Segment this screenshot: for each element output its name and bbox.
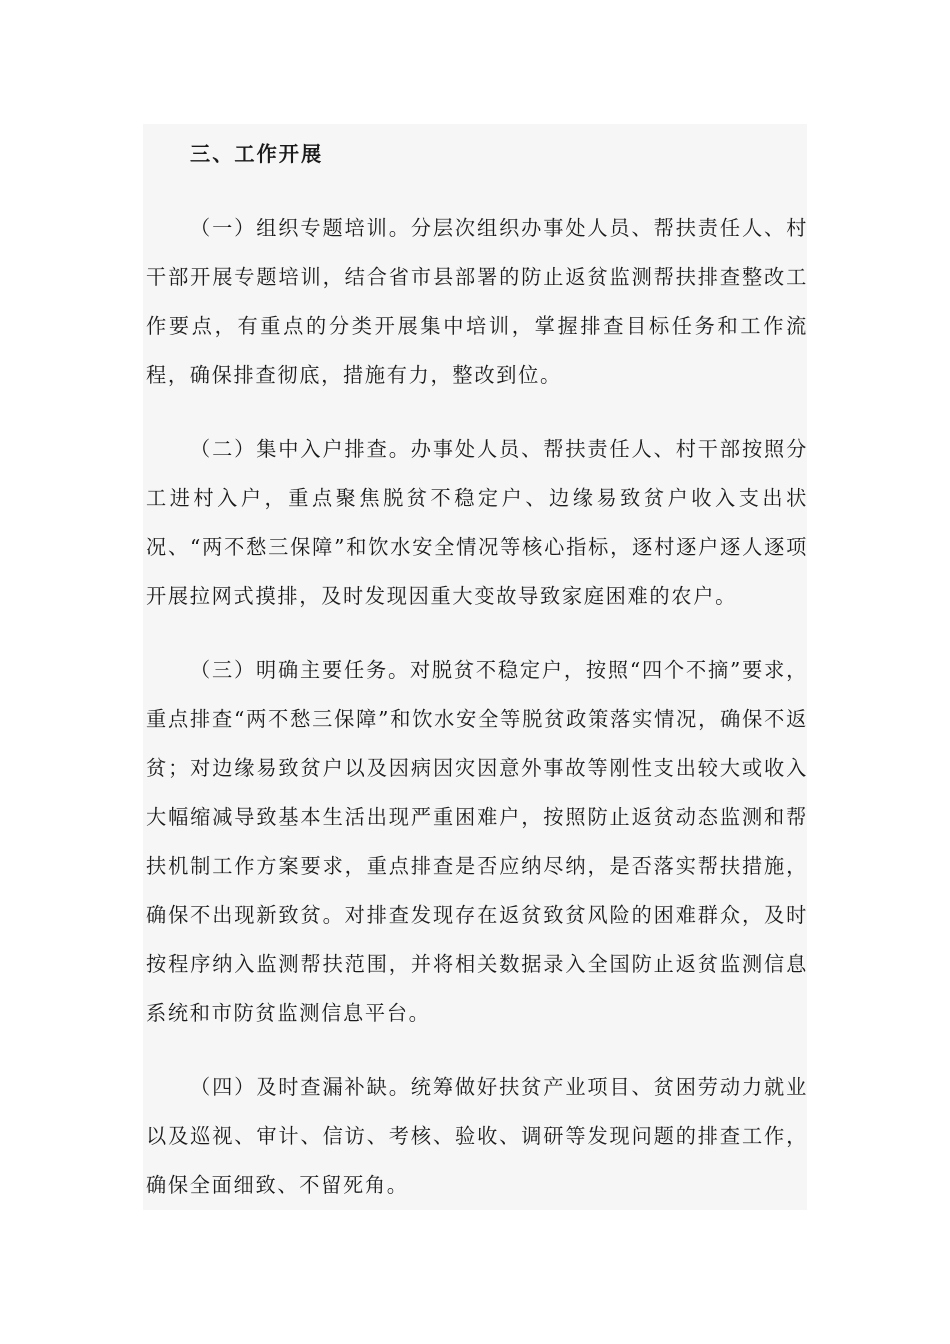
paragraph-fill-gaps: （四）及时查漏补缺。统筹做好扶贫产业项目、贫困劳动力就业以及巡视、审计、信访、考核、验收、调研等发现问题的排查工作，确保全面细致、不留死角。 bbox=[146, 1075, 808, 1197]
paragraph-organize-training: （一）组织专题培训。分层次组织办事处人员、帮扶责任人、村干部开展专题培训，结合省市县部署的防止返贫监测帮扶排查整改工作要点，有重点的分类开展集中培训，掌握排查目标任务和工作流程，确保排查彻底，措施有力，整改到位。 bbox=[146, 216, 808, 387]
document-body bbox=[146, 130, 808, 1235]
section-heading: 三、工作开展 bbox=[190, 142, 324, 166]
paragraph-main-tasks: （三）明确主要任务。对脱贫不稳定户，按照“四个不摘”要求，重点排查“两不愁三保障”和饮水安全等脱贫政策落实情况，确保不返贫；对边缘易致贫户以及因病因灾因意外事故等刚性支出较大或收入大幅缩减导致基本生活出现严重困难户，按照防止返贫动态监测和帮扶机制工作方案要求，重点排查是否应纳尽纳，是否落实帮扶措施，确保不出现新致贫。对排查发现存在返贫致贫风险的困难群众，及时按程序纳入监测帮扶范围，并将相关数据录入全国防止返贫监测信息系统和市防贫监测信息平台。 bbox=[146, 658, 808, 1025]
paragraph-household-survey: （二）集中入户排查。办事处人员、帮扶责任人、村干部按照分工进村入户，重点聚焦脱贫不稳定户、边缘易致贫户收入支出状况、“两不愁三保障”和饮水安全情况等核心指标，逐村逐户逐人逐项开展拉网式摸排，及时发现因重大变故导致家庭困难的农户。 bbox=[146, 437, 808, 608]
